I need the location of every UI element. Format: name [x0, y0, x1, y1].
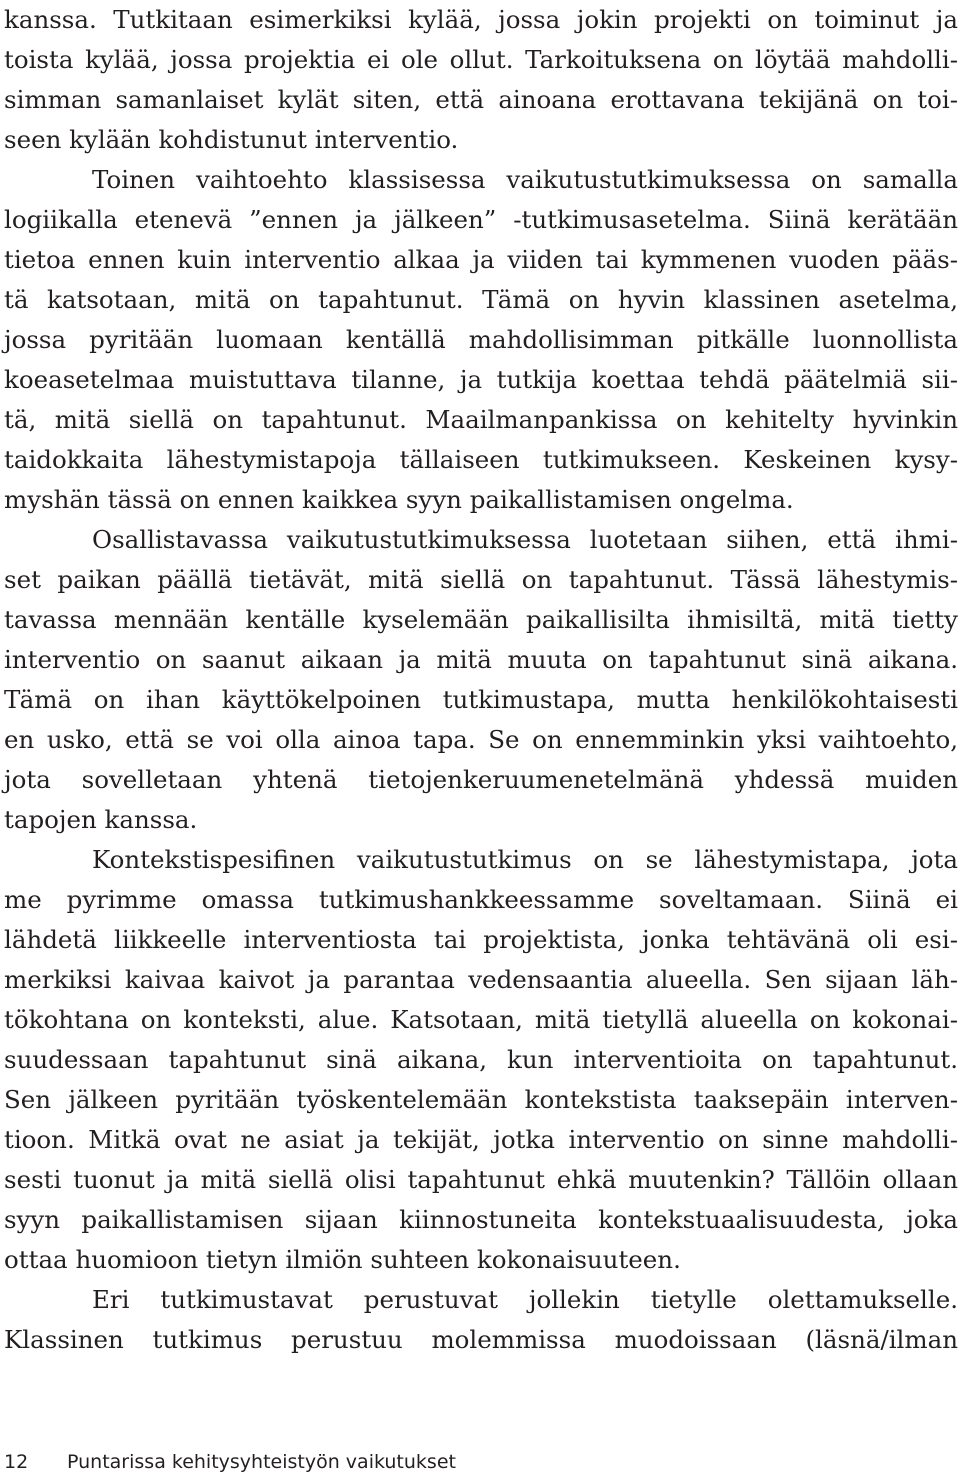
text-line: tavassa mennään kentälle kyselemään paikallisilta ihmisiltä, mitä tietty [4, 605, 958, 634]
text-line: tökohtana on konteksti, alue. Katsotaan, mitä tietyllä alueella on kokonai- [4, 1005, 958, 1034]
text-line: set paikan päällä tietävät, mitä siellä on tapahtunut. Tässä lähestymis- [4, 565, 958, 594]
text-line: Tämä on ihan käyttökelpoinen tutkimustapa, mutta henkilökohtaisesti [4, 685, 958, 714]
text-line: tioon. Mitkä ovat ne asiat ja tekijät, jotka interventio on sinne mahdolli- [4, 1125, 958, 1154]
text-line: simman samanlaiset kylät siten, että ainoana erottavana tekijänä on toi- [4, 85, 958, 114]
text-line: en usko, että se voi olla ainoa tapa. Se on ennemminkin yksi vaihtoehto, [4, 725, 958, 754]
page-number: 12 [4, 1451, 29, 1473]
text-line: jossa pyritään luomaan kentällä mahdollisimman pitkälle luonnollista [4, 325, 958, 354]
text-line: jota sovelletaan yhtenä tietojenkeruumenetelmänä yhdessä muiden [4, 765, 958, 794]
text-line: tä, mitä siellä on tapahtunut. Maailmanpankissa on kehitelty hyvinkin [4, 405, 958, 434]
text-line: tapojen kanssa. [4, 805, 198, 834]
text-line: Sen jälkeen pyritään työskentelemään kontekstista taaksepäin interven- [4, 1085, 958, 1114]
text-line: myshän tässä on ennen kaikkea syyn paikallistamisen ongelma. [4, 485, 794, 514]
text-line: Eri tutkimustavat perustuvat jollekin tietylle olettamukselle. [92, 1285, 958, 1314]
text-line: interventio on saanut aikaan ja mitä muuta on tapahtunut sinä aikana. [4, 645, 958, 674]
text-line: tietoa ennen kuin interventio alkaa ja viiden tai kymmenen vuoden pääs- [4, 245, 958, 274]
text-line: lähdetä liikkeelle interventiosta tai projektista, jonka tehtävänä oli esi- [4, 925, 958, 954]
text-line: Toinen vaihtoehto klassisessa vaikutustutkimuksessa on samalla [92, 165, 958, 194]
text-line: taidokkaita lähestymistapoja tällaiseen tutkimukseen. Keskeinen kysy- [4, 445, 958, 474]
text-line: seen kylään kohdistunut interventio. [4, 125, 459, 154]
text-line: Osallistavassa vaikutustutkimuksessa luotetaan siihen, että ihmi- [92, 525, 958, 554]
text-line: ottaa huomioon tietyn ilmiön suhteen kokonaisuuteen. [4, 1245, 681, 1274]
text-line: kanssa. Tutkitaan esimerkiksi kylää, jossa jokin projekti on toiminut ja [4, 5, 958, 34]
text-line: Kontekstispesifinen vaikutustutkimus on se lähestymistapa, jota [92, 845, 958, 874]
text-line: me pyrimme omassa tutkimushankkeessamme soveltamaan. Siinä ei [4, 885, 958, 914]
text-line: Klassinen tutkimus perustuu molemmissa muodoissaan (läsnä/ilman [4, 1325, 958, 1354]
text-line: koeasetelmaa muistuttava tilanne, ja tutkija koettaa tehdä päätelmiä sii- [4, 365, 958, 394]
text-line: sesti tuonut ja mitä siellä olisi tapahtunut ehkä muutenkin? Tällöin ollaan [4, 1165, 958, 1194]
body-text [4, 0, 958, 1360]
running-title: Puntarissa kehitysyhteistyön vaikutukset [67, 1451, 456, 1473]
text-line: syyn paikallistamisen sijaan kiinnostuneita kontekstuaalisuudesta, joka [4, 1205, 958, 1234]
text-line: tä katsotaan, mitä on tapahtunut. Tämä on hyvin klassinen asetelma, [4, 285, 958, 314]
page-footer [4, 1448, 958, 1476]
text-line: toista kylää, jossa projektia ei ole ollut. Tarkoituksena on löytää mahdolli- [4, 45, 958, 74]
text-line: logiikalla etenevä ”ennen ja jälkeen” -tutkimusasetelma. Siinä kerätään [4, 205, 958, 234]
text-line: merkiksi kaivaa kaivot ja parantaa vedensaantia alueella. Sen sijaan läh- [4, 965, 958, 994]
text-line: suudessaan tapahtunut sinä aikana, kun interventioita on tapahtunut. [4, 1045, 958, 1074]
